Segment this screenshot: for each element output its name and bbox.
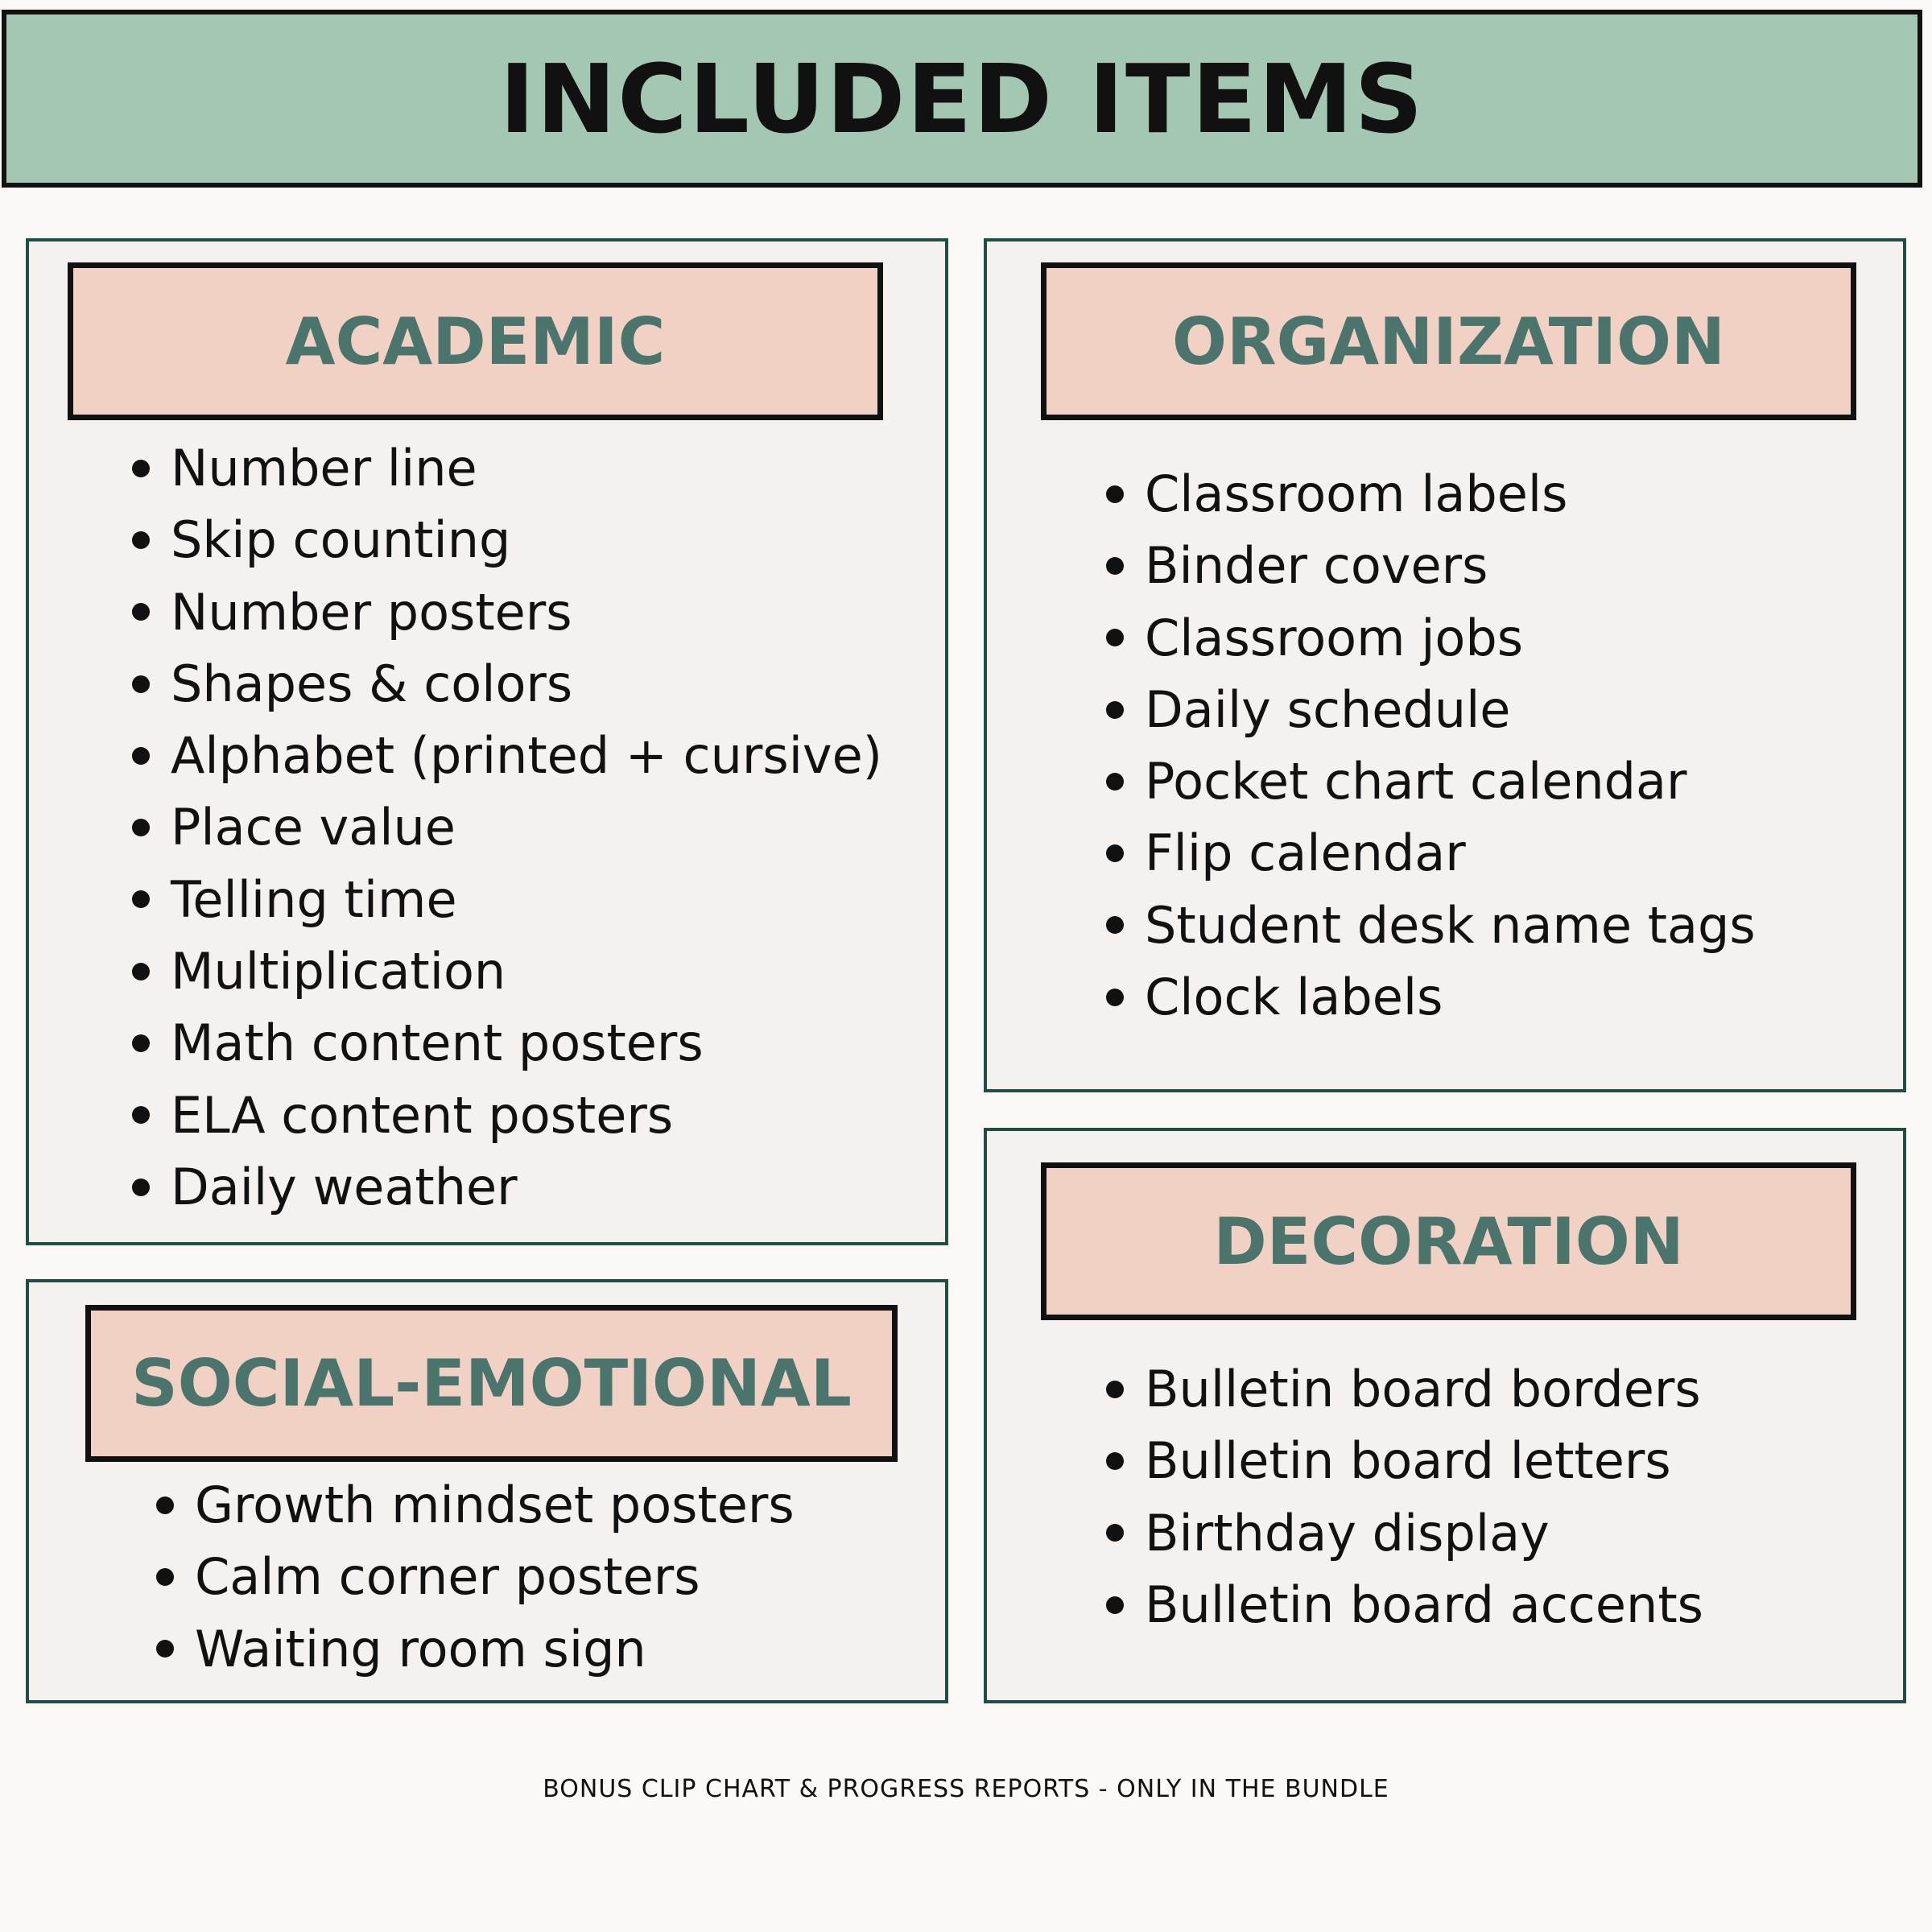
list-item: Shapes & colors (129, 648, 882, 720)
organization-label-box (1041, 262, 1856, 420)
list-item: Calm corner posters (153, 1541, 795, 1612)
bullet-icon (1106, 701, 1124, 719)
bullet-icon (132, 747, 150, 765)
bullet-icon (1106, 1381, 1124, 1398)
bullet-icon (1106, 989, 1124, 1006)
bullet-icon (132, 1179, 150, 1196)
list-item: Birthday display (1103, 1497, 1703, 1569)
social-emotional-label-box (85, 1305, 898, 1462)
list-item: Multiplication (129, 935, 882, 1007)
bullet-icon (1106, 916, 1124, 934)
bullet-icon (132, 1034, 150, 1052)
organization-title: ORGANIZATION (1172, 303, 1725, 379)
bonus-footer-text: BONUS CLIP CHART & PROGRESS REPORTS - ONLY IN THE BUNDLE (543, 1775, 1389, 1803)
bullet-icon (132, 460, 150, 477)
organization-panel (984, 238, 1906, 1092)
list-item: Bulletin board borders (1103, 1353, 1703, 1425)
list-item: Bulletin board accents (1103, 1569, 1703, 1641)
bullet-icon (1106, 485, 1124, 503)
list-item: Place value (129, 791, 882, 863)
header-banner (2, 10, 1922, 188)
academic-panel (26, 238, 948, 1245)
bullet-icon (132, 819, 150, 836)
list-item: Number posters (129, 576, 882, 648)
bullet-icon (156, 1640, 174, 1657)
bullet-icon (1106, 844, 1124, 862)
list-item: Binder covers (1103, 530, 1756, 601)
list-item: Daily weather (129, 1151, 882, 1223)
list-item: Clock labels (1103, 961, 1756, 1033)
academic-title: ACADEMIC (285, 303, 666, 379)
list-item: Daily schedule (1103, 674, 1756, 745)
bullet-icon (156, 1568, 174, 1586)
bullet-icon (1106, 557, 1124, 575)
decoration-panel (984, 1128, 1906, 1703)
bullet-icon (132, 890, 150, 908)
decoration-label-box (1041, 1162, 1856, 1320)
bullet-icon (1106, 773, 1124, 791)
list-item: Telling time (129, 864, 882, 935)
bullet-icon (132, 531, 150, 549)
list-item: Flip calendar (1103, 817, 1756, 889)
list-item: Alphabet (printed + cursive) (129, 720, 882, 791)
bullet-icon (156, 1496, 174, 1514)
list-item: Student desk name tags (1103, 890, 1756, 961)
list-item: Classroom jobs (1103, 602, 1756, 674)
list-item: Waiting room sign (153, 1613, 795, 1685)
decoration-title: DECORATION (1213, 1203, 1684, 1279)
bullet-icon (1106, 1524, 1124, 1542)
bullet-icon (132, 1106, 150, 1124)
academic-list (129, 432, 882, 1223)
list-item: Number line (129, 432, 882, 504)
decoration-list (1103, 1353, 1703, 1641)
academic-label-box (68, 262, 883, 420)
list-item: ELA content posters (129, 1080, 882, 1151)
list-item: Bulletin board letters (1103, 1425, 1703, 1496)
bullet-icon (1106, 629, 1124, 646)
page-title: INCLUDED ITEMS (499, 43, 1425, 155)
bullet-icon (132, 675, 150, 693)
list-item: Math content posters (129, 1007, 882, 1079)
bullet-icon (1106, 1596, 1124, 1614)
social-emotional-panel (26, 1279, 948, 1703)
social-emotional-title: SOCIAL-EMOTIONAL (131, 1346, 852, 1421)
organization-list (1103, 458, 1756, 1033)
bullet-icon (1106, 1452, 1124, 1470)
list-item: Classroom labels (1103, 458, 1756, 530)
social-emotional-list (153, 1469, 795, 1685)
list-item: Pocket chart calendar (1103, 745, 1756, 817)
list-item: Growth mindset posters (153, 1469, 795, 1541)
bullet-icon (132, 603, 150, 621)
bullet-icon (132, 963, 150, 980)
list-item: Skip counting (129, 504, 882, 576)
